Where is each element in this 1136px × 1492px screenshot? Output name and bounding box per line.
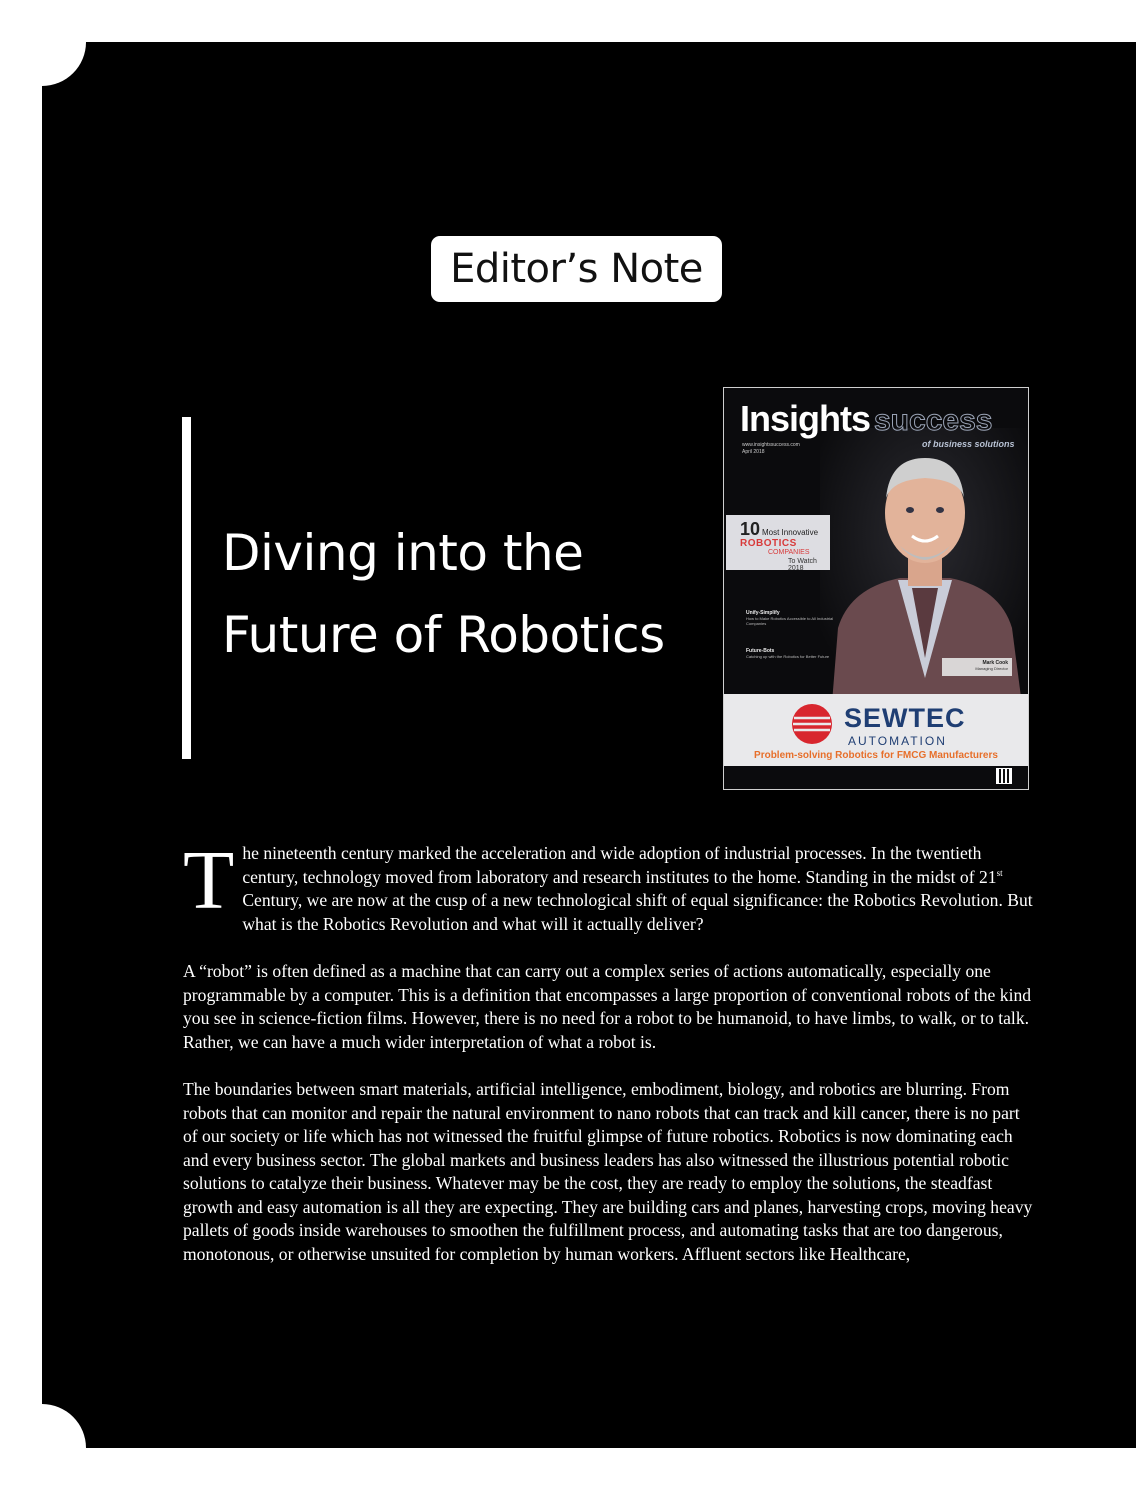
brand-tagline: Problem-solving Robotics for FMCG Manufacturers (754, 750, 998, 761)
page-corner-notch-top (0, 0, 86, 86)
paragraph-1-text-a: he nineteenth century marked the acceleration and wide adoption of industrial processes. In the twentieth century, technology moved from laboratory and research institutes to the home. Standing in the midst of 21 (242, 843, 997, 887)
paragraph-1 (183, 834, 1033, 936)
article-title (222, 512, 702, 676)
cover-magazine-tagline: of business solutions (922, 439, 1015, 449)
cover-url: www.insightssuccess.com (742, 442, 800, 448)
feature-line-2: ROBOTICS (740, 538, 797, 549)
feature-number: 10 (740, 519, 761, 539)
feature-line-4: To Watch 2018 (788, 558, 817, 572)
side-story-2-title: Future-Bots (746, 648, 775, 654)
brand-name: SEWTEC (844, 703, 966, 733)
side-story-2-sub: Catching up with the Robotics for Better Future (746, 654, 830, 659)
qr-code-icon (996, 768, 1012, 784)
person-name: Mark Cook (982, 660, 1008, 666)
drop-cap: T (183, 834, 235, 927)
title-accent-bar (182, 417, 191, 759)
person-role: Managing Director (975, 666, 1008, 671)
cover-brand-banner (724, 694, 1028, 766)
editors-note-badge (431, 236, 722, 302)
magazine-cover-image (723, 387, 1029, 790)
cover-magazine-logo-outline: success (874, 404, 993, 437)
cover-portrait (820, 428, 1029, 728)
paragraph-1-text-b: Century, we are now at the cusp of a new technological shift of equal significance: the Robotics Revolution. But what is the Robotics Revolution and what will it actually deliver? (242, 890, 1033, 934)
side-story-1-title: Unify-Simplify (746, 610, 780, 616)
cover-side-story-1 (746, 610, 846, 626)
cover-person-tag (942, 658, 1012, 676)
feature-line-3: COMPANIES (768, 549, 810, 556)
page-corner-notch-bottom (0, 1404, 86, 1492)
cover-side-story-2 (746, 648, 846, 659)
brand-subtitle: AUTOMATION (848, 734, 947, 748)
article-title-line-2: Future of Robotics (222, 606, 665, 664)
cover-magazine-logo: Insights (740, 398, 871, 439)
cover-feature-box (726, 515, 830, 570)
ordinal-suffix: st (996, 867, 1003, 878)
article-title-line-1: Diving into the (222, 524, 584, 582)
paragraph-3: The boundaries between smart materials, artificial intelligence, embodiment, biology, and robotics are blurring. From robots that can monitor and repair the natural environment to nano robots that can track and kill cancer, there is no part of our society or life which has not witnessed the fruitful glimpse of future robotics. Robotics is now dominating each and every business sector. The global markets and business leaders has also witnessed the illustrious potential robotic solutions to catalyze their business. Whatever may be the cost, they are ready to employ the solutions, the steadfast growth and easy automation is all they are expecting. They are building cars and planes, harvesting crops, moving heavy pallets of goods inside warehouses to smoothen the fulfillment process, and automating tasks that are too dangerous, monotonous, or otherwise unsuited for completion by human workers. Affluent sectors like Healthcare, (183, 1079, 1033, 1264)
sewtec-logo-icon (790, 702, 834, 746)
feature-line-1: Most Innovative (762, 528, 819, 537)
paragraph-2: A “robot” is often defined as a machine that can carry out a complex series of actions automatically, especially one programmable by a computer. This is a definition that encompasses a large proportion of conventional robots of the kind you see in science-fiction films. However, there is no need for a robot to be humanoid, to have limbs, to walk, or to talk. Rather, we can have a much wider interpretation of what a robot is. (183, 961, 1032, 1052)
magazine-page (42, 42, 1136, 1448)
editors-note-label: Editor’s Note (450, 246, 703, 292)
article-body (183, 834, 1033, 1290)
side-story-1-sub: How to Make Robotics Accessible to All Industrial Companies (746, 616, 834, 626)
cover-date: April 2018 (742, 449, 765, 455)
